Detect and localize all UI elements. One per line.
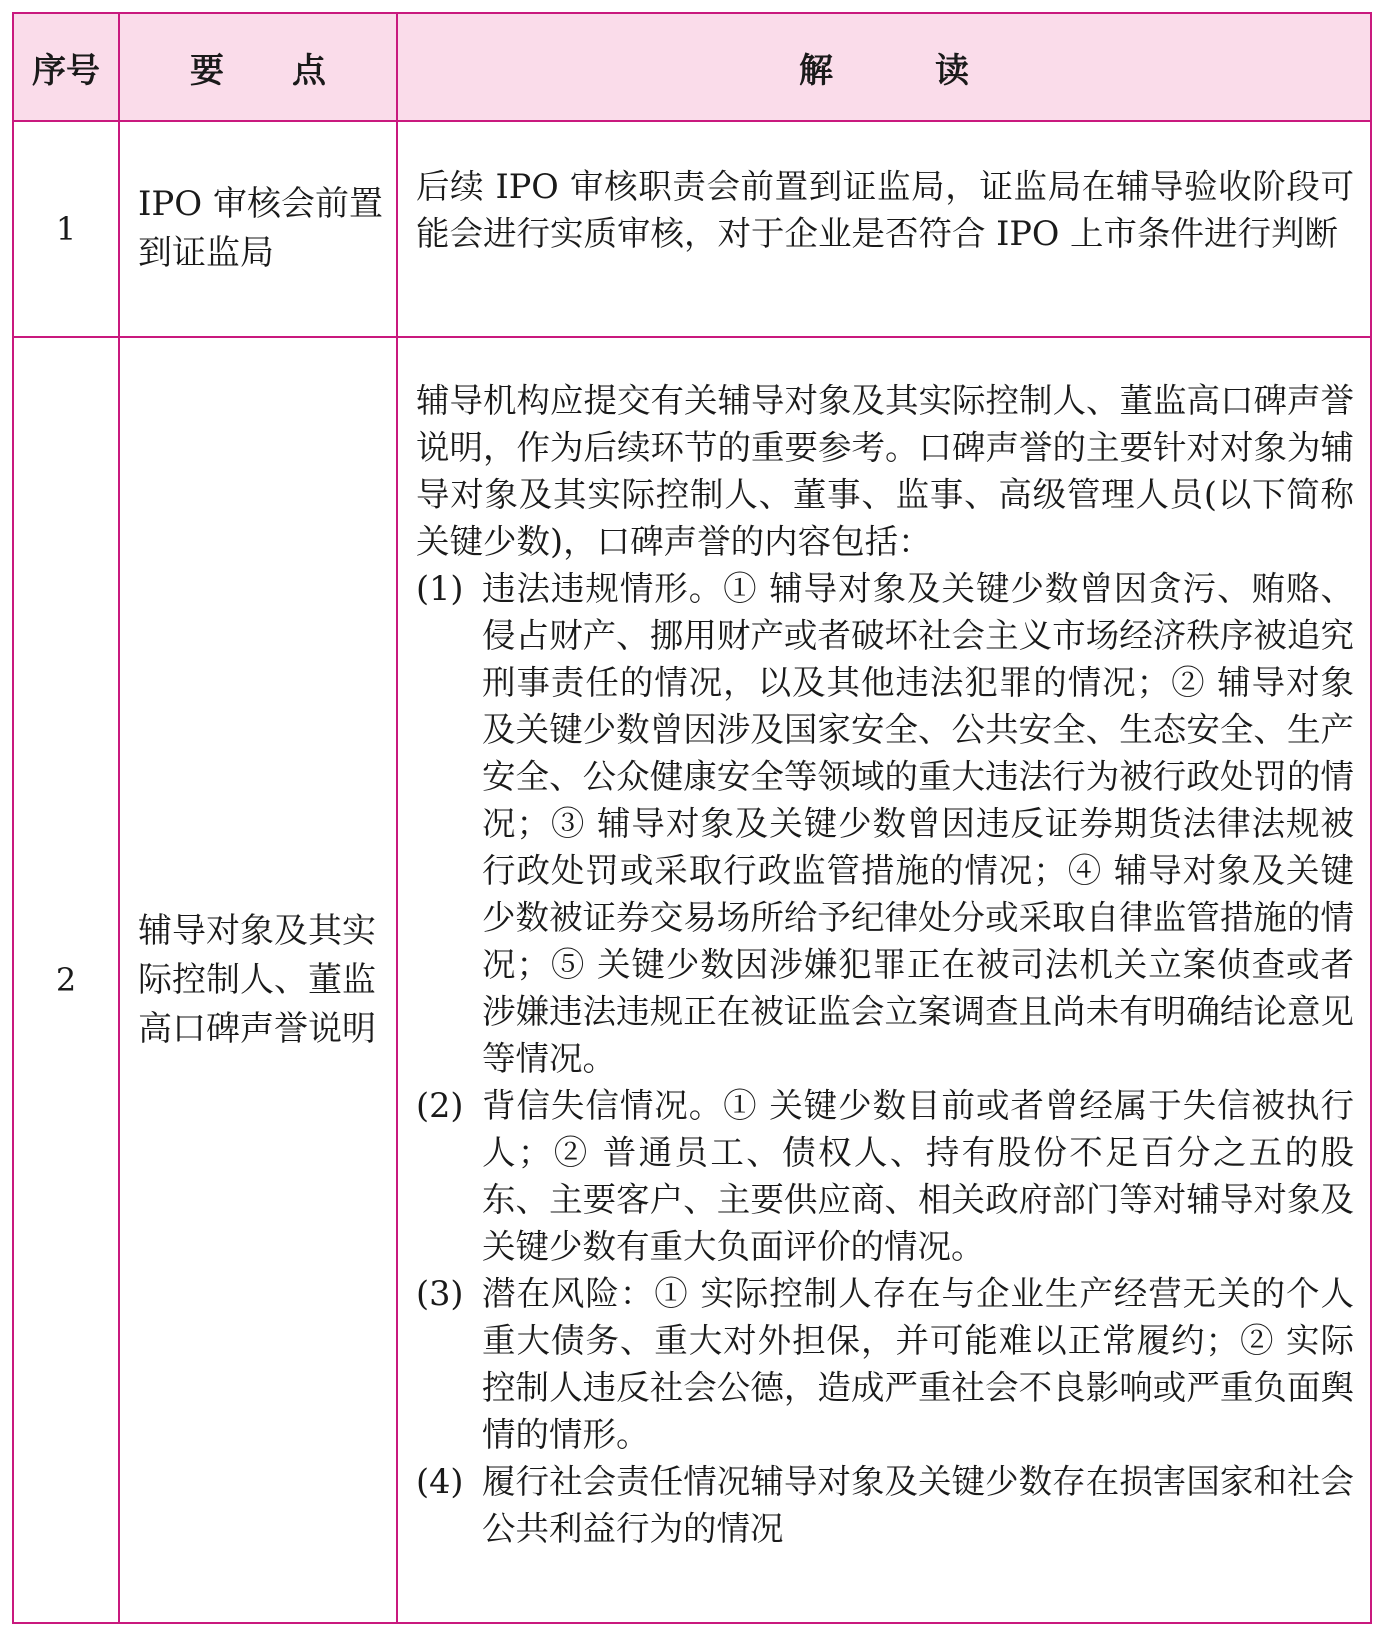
header-key-point: 要 点	[190, 50, 326, 91]
list-item-label: (1)	[416, 569, 464, 608]
list-item-label: (2)	[416, 1086, 464, 1125]
header-interpretation: 解 读	[799, 50, 969, 91]
list-item-text: 背信失信情况。① 关键少数目前或者曾经属于失信被执行人；② 普通员工、债权人、持有股份不足百分之五的股东、主要客户、主要供应商、相关政府部门等对辅导对象及关键少数有重大负面评价的情况。	[482, 1086, 1354, 1266]
row-1-key-point-text: IPO 审核会前置到证监局	[138, 184, 383, 273]
list-item-label: (4)	[416, 1462, 464, 1501]
list-item	[416, 1082, 1354, 1270]
row-2-number: 2	[55, 961, 77, 999]
list-item-text: 潜在风险：① 实际控制人存在与企业生产经营无关的个人重大债务、重大对外担保，并可能难以正常履约；② 实际控制人违反社会公德，造成严重社会不良影响或严重负面舆情的情形。	[482, 1274, 1354, 1454]
row-2-interpretation	[398, 338, 1370, 1622]
list-item	[416, 1458, 1354, 1552]
list-item-label: (3)	[416, 1274, 464, 1313]
list-item-text: 违法违规情形。① 辅导对象及关键少数曾因贪污、贿赂、侵占财产、挪用财产或者破坏社会主义市场经济秩序被追究刑事责任的情况，以及其他违法犯罪的情况；② 辅导对象及关键少数曾因涉及国家安全、公共安全、生态安全、生产安全、公众健康安全等领域的重大违法行为被行政处罚的情况；③ 辅导对象及关键少数曾因违反证券期货法律法规被行政处罚或采取行政监管措施的情况；④ 辅导对象及关键少数被证券交易场所给予纪律处分或采取自律监管措施的情况；⑤ 关键少数因涉嫌犯罪正在被司法机关立案侦查或者涉嫌违法违规正在被证监会立案调查且尚未有明确结论意见等情况。	[482, 569, 1354, 1078]
row-2-intro: 辅导机构应提交有关辅导对象及其实际控制人、董监高口碑声誉说明，作为后续环节的重要参考。口碑声誉的主要针对对象为辅导对象及其实际控制人、董事、监事、高级管理人员(以下简称关键少数)，口碑声誉的内容包括：	[416, 381, 1354, 561]
row-1-key-point	[120, 122, 396, 336]
row-1-interpretation: 后续 IPO 审核职责会前置到证监局，证监局在辅导验收阶段可能会进行实质审核，对于企业是否符合 IPO 上市条件进行判断	[416, 167, 1354, 253]
list-item	[416, 1270, 1354, 1458]
row-2-key-point-text: 辅导对象及其实际控制人、董监高口碑声誉说明	[138, 910, 376, 1049]
row-2-key-point	[120, 338, 396, 1622]
list-item	[416, 565, 1354, 1082]
header-number: 序号	[32, 50, 100, 91]
row-1-number: 1	[55, 210, 77, 248]
interpretation-table	[12, 12, 1372, 1624]
list-item-text: 履行社会责任情况辅导对象及关键少数存在损害国家和社会公共利益行为的情况	[482, 1462, 1354, 1548]
